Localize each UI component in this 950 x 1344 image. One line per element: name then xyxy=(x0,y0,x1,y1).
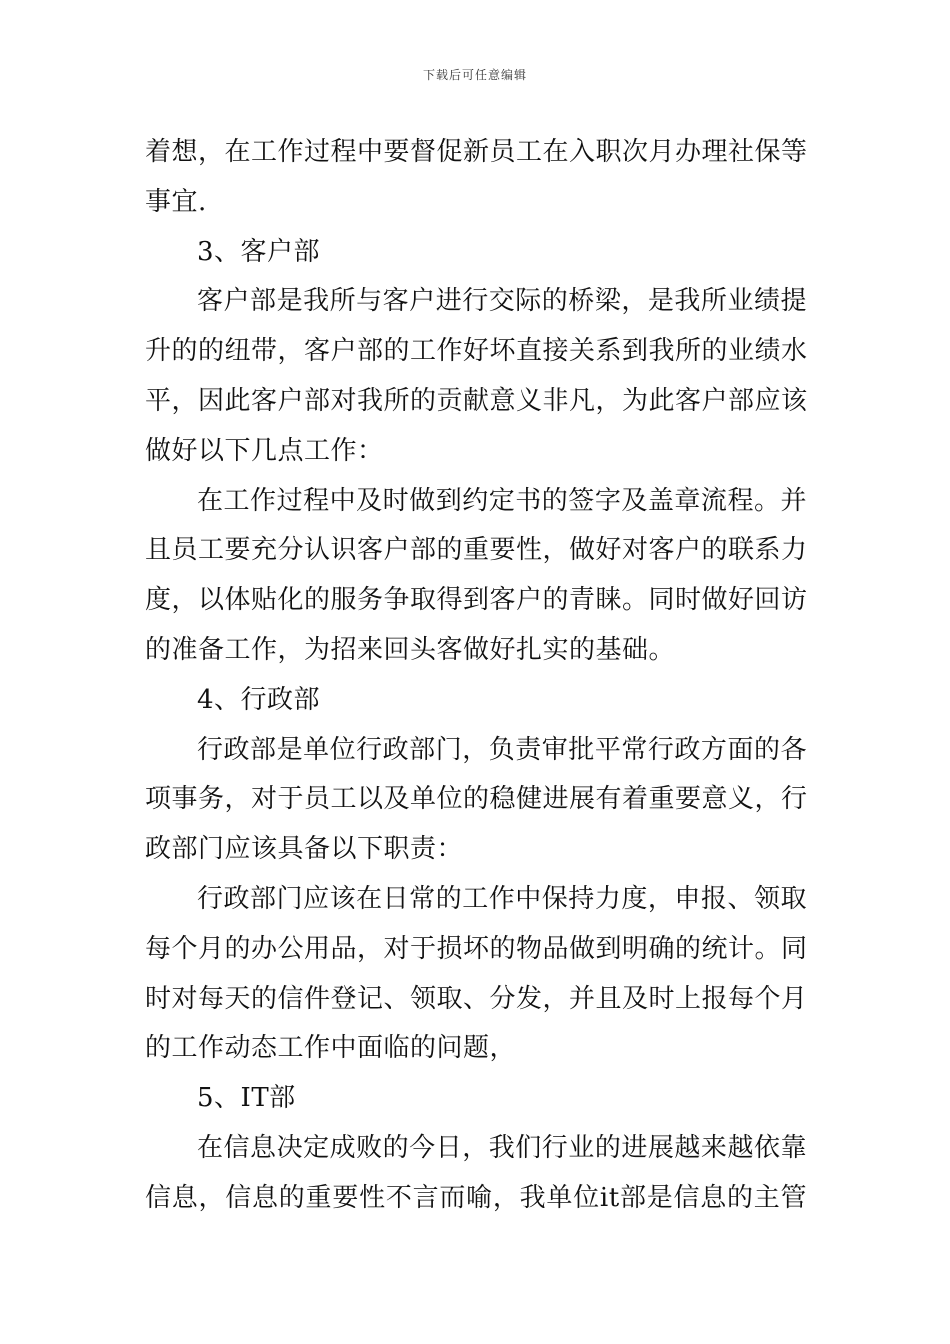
text-line: 在工作过程中及时做到约定书的签字及盖章流程。并 xyxy=(197,485,807,516)
text-line: 升的的纽带，客户部的工作好坏直接关系到我所的业绩水 xyxy=(145,336,808,367)
header-note: 下载后可任意编辑 xyxy=(422,68,527,82)
text-line: 项事务，对于员工以及单位的稳健进展有着重要意义，行 xyxy=(145,784,808,815)
text-line: 客户部是我所与客户进行交际的桥梁，是我所业绩提 xyxy=(197,286,807,317)
section-heading-it: 5、IT部 xyxy=(197,1083,296,1114)
text-line: 在信息决定成败的今日，我们行业的进展越来越依靠 xyxy=(197,1132,807,1163)
section-heading-customer: 3、客户部 xyxy=(197,236,321,267)
section-heading-admin: 4、行政部 xyxy=(197,684,321,715)
text-line: 每个月的办公用品，对于损坏的物品做到明确的统计。同 xyxy=(145,933,808,964)
text-line: 行政部是单位行政部门，负责审批平常行政方面的各 xyxy=(197,734,807,765)
text-line: 政部门应该具备以下职责： xyxy=(145,834,464,865)
text-line: 平，因此客户部对我所的贡献意义非凡，为此客户部应该 xyxy=(145,385,808,416)
text-line: 行政部门应该在日常的工作中保持力度，申报、领取 xyxy=(197,883,807,914)
text-line: 的准备工作，为招来回头客做好扎实的基础。 xyxy=(145,634,676,665)
text-line: 着想，在工作过程中要督促新员工在入职次月办理社保等 xyxy=(145,137,808,167)
text-line: 事宜. xyxy=(145,186,207,217)
text-line: 时对每天的信件登记、领取、分发，并且及时上报每个月 xyxy=(145,983,808,1014)
body-text xyxy=(145,128,807,1224)
text-line: 做好以下几点工作： xyxy=(145,435,384,466)
text-line: 度，以体贴化的服务争取得到客户的青睐。同时做好回访 xyxy=(145,585,808,616)
text-line: 且员工要充分认识客户部的重要性，做好对客户的联系力 xyxy=(145,535,808,566)
text-line: 的工作动态工作中面临的问题， xyxy=(145,1033,517,1064)
text-line: 信息，信息的重要性不言而喻，我单位it部是信息的主管 xyxy=(145,1182,807,1213)
